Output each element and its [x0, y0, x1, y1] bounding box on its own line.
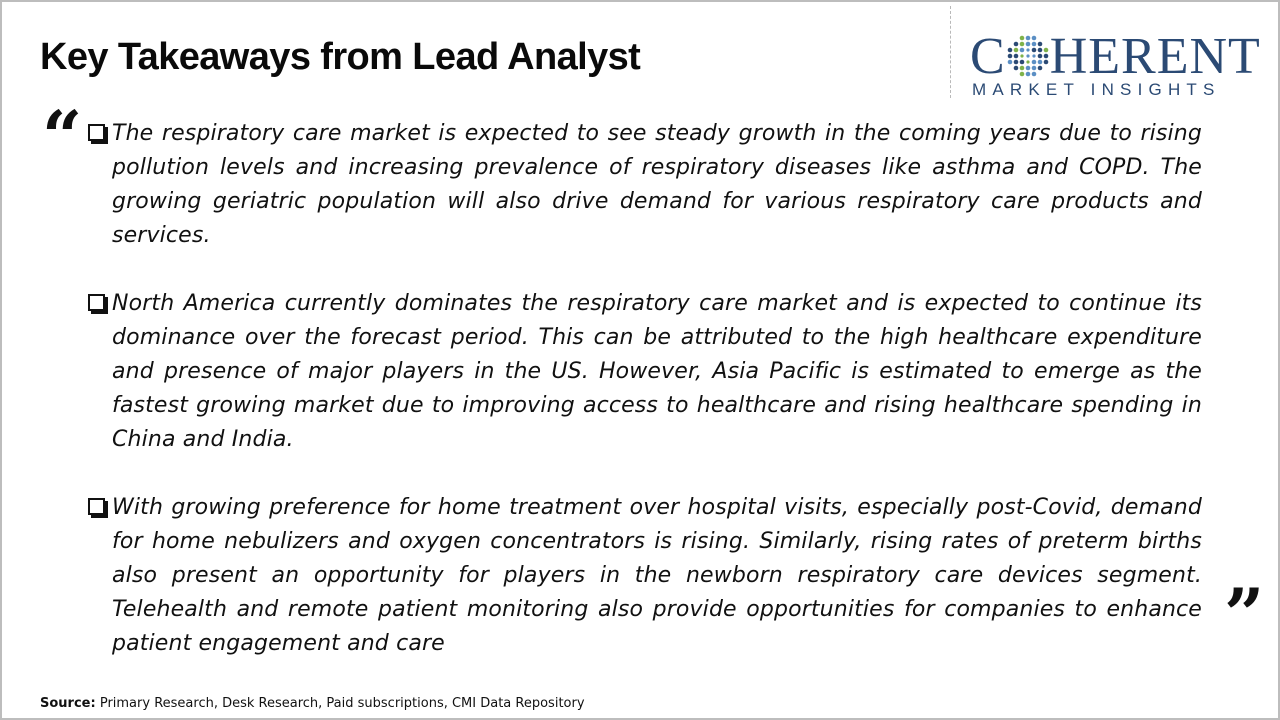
logo-subtitle: MARKET INSIGHTS	[972, 80, 1221, 99]
logo-dot	[1019, 36, 1024, 41]
takeaways-list	[88, 117, 1202, 695]
close-quote-icon: ”	[1224, 573, 1265, 656]
logo-dot	[1019, 60, 1024, 65]
takeaway-item	[88, 491, 1202, 661]
dotted-circle-o-icon	[1007, 35, 1049, 77]
logo-dot	[1031, 48, 1036, 53]
logo-dot	[1032, 54, 1035, 57]
checkbox-bullet-icon	[88, 498, 105, 515]
logo-dot	[1025, 42, 1030, 47]
logo-dot	[1007, 48, 1012, 53]
logo-dot	[1019, 42, 1024, 47]
logo-dot	[1013, 66, 1018, 71]
logo-dot	[1043, 48, 1048, 53]
takeaway-text: The respiratory care market is expected to see steady growth in the coming years due to rising pollution levels and increasing prevalence of respiratory diseases like asthma and COPD. The growing geriatric population will also drive demand for various respiratory care products and services.	[112, 121, 1202, 248]
logo-dot	[1026, 60, 1029, 63]
logo-dot	[1037, 42, 1042, 47]
logo-dot	[1019, 72, 1024, 77]
logo-dot	[1037, 54, 1042, 59]
logo-dot	[1037, 48, 1042, 53]
logo-dot	[1019, 48, 1024, 53]
logo-dot	[1031, 36, 1036, 41]
company-logo	[970, 28, 1262, 102]
logo-dot	[1007, 60, 1012, 65]
logo-dot	[1025, 36, 1030, 41]
page-title: Key Takeaways from Lead Analyst	[40, 36, 641, 78]
source-note	[40, 696, 585, 711]
logo-dot	[1013, 48, 1018, 53]
open-quote-icon: “	[42, 95, 83, 178]
logo-dot	[1007, 54, 1012, 59]
logo-dot	[1013, 54, 1018, 59]
logo-dot	[1013, 42, 1018, 47]
logo-divider	[950, 6, 951, 98]
logo-dot	[1026, 48, 1029, 51]
logo-dot	[1031, 72, 1036, 77]
logo-dot	[1026, 54, 1029, 57]
logo-dot	[1013, 60, 1018, 65]
takeaway-item	[88, 117, 1202, 253]
checkbox-bullet-icon	[88, 294, 105, 311]
logo-dot	[1037, 60, 1042, 65]
logo-dot	[1025, 72, 1030, 77]
logo-dot	[1043, 54, 1048, 59]
source-text: Primary Research, Desk Research, Paid subscriptions, CMI Data Repository	[99, 696, 585, 711]
takeaway-item	[88, 287, 1202, 457]
takeaway-text: With growing preference for home treatment over hospital visits, especially post-Covid, demand for home nebulizers and oxygen concentrators is rising. Similarly, rising rates of preterm births also present an opportunity for players in the newborn respiratory care devices segment. Telehealth and remote patient monitoring also provide opportunities for companies to enhance patient engagement and care	[112, 495, 1202, 656]
logo-wordmark	[970, 28, 1261, 85]
source-label: Source:	[40, 696, 96, 711]
checkbox-bullet-icon	[88, 124, 105, 141]
logo-dot	[1031, 66, 1036, 71]
logo-letters-herent: HERENT	[1049, 28, 1261, 85]
logo-letter-c: C	[970, 28, 1006, 85]
logo-dot	[1020, 54, 1023, 57]
logo-dot	[1031, 42, 1036, 47]
logo-dot	[1019, 66, 1024, 71]
logo-dot	[1025, 66, 1030, 71]
logo-dot	[1037, 66, 1042, 71]
takeaway-text: North America currently dominates the respiratory care market and is expected to continue its dominance over the forecast period. This can be attributed to the high healthcare expenditure and presence of major players in the US. However, Asia Pacific is estimated to emerge as the fastest growing market due to improving access to healthcare and rising healthcare spending in China and India.	[112, 291, 1202, 452]
logo-dot	[1043, 60, 1048, 65]
logo-dot	[1031, 60, 1036, 65]
